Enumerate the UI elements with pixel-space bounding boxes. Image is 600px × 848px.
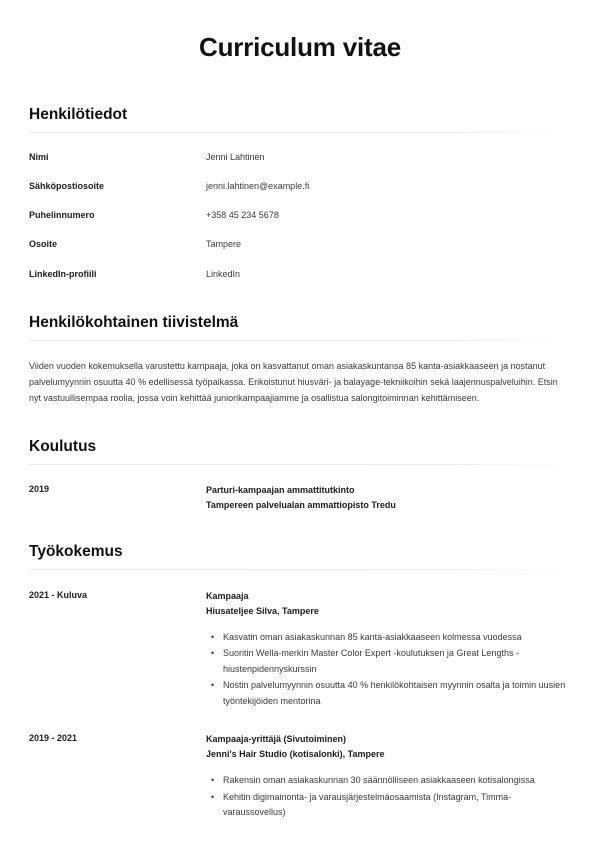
personal-detail-value: Tampere xyxy=(206,239,242,250)
section-work-experience xyxy=(29,542,571,822)
section-divider xyxy=(29,132,571,133)
work-entry-details xyxy=(206,732,571,822)
section-heading-personal-details: Henkilötiedot xyxy=(29,106,128,124)
personal-detail-row xyxy=(29,209,571,222)
work-entry-role: Kampaaja xyxy=(206,590,249,601)
list-item: • Nostin palvelumyynnin osuutta 40 % henkilökohtaisen myynnin osalta ja toimin uusien työntekijöiden mentorina xyxy=(223,678,571,709)
list-item: • Kehitin digimainonta- ja varausjärjestelmäosaamista (Instagram, Timma-varaussovellus) xyxy=(223,790,571,821)
list-item: • Kasvatin oman asiakaskunnan 85 kanta-asiakkaaseen kolmessa vuodessa xyxy=(223,630,571,646)
personal-summary-text: Viiden vuoden kokemuksella varustettu kampaaja, joka on kasvattanut oman asiakaskuntansa 85 kanta-asiakkaaseen ja nostanut palvelumyynnin osuutta 40 % edellisessä työpaikassa. Erikoistunut hiusväri- ja balayage-tekniikoihin sekä laajennuspalveluihin. Etsin nyt vastuullisempaa roolia, jossa voin kehittää juniorikampaajiamme ja osallistua salongitoiminnan kehittämiseen. xyxy=(29,360,558,403)
section-divider xyxy=(29,340,571,341)
section-divider xyxy=(29,569,571,570)
personal-detail-label: Sähköpostiosoite xyxy=(29,181,105,192)
work-entry-achievements xyxy=(206,630,571,710)
section-heading-education: Koulutus xyxy=(29,437,97,455)
education-entry-institution: Tampereen palvelualan ammattiopisto Tredu xyxy=(206,499,396,510)
personal-detail-row xyxy=(29,151,571,164)
section-divider xyxy=(29,464,571,465)
work-entry-employer: Jenni's Hair Studio (kotisalonki), Tampere xyxy=(206,749,385,760)
personal-detail-label: Nimi xyxy=(29,152,49,163)
education-entry-details xyxy=(206,483,571,513)
list-item: • Rakensin oman asiakaskunnan 30 säännölliseen asiakkaaseen kotisalongissa xyxy=(223,773,571,789)
personal-detail-row xyxy=(29,180,571,193)
personal-details-list xyxy=(29,151,571,280)
section-heading-personal-summary: Henkilökohtainen tiivistelmä xyxy=(29,313,239,331)
section-personal-summary xyxy=(29,313,571,406)
personal-detail-value: Jenni Lahtinen xyxy=(206,152,265,163)
section-personal-details xyxy=(29,105,571,280)
personal-detail-value: +358 45 234 5678 xyxy=(206,210,279,221)
personal-detail-label: LinkedIn-profiili xyxy=(29,268,97,279)
work-entry-date: 2021 - Kuluva xyxy=(29,589,88,600)
personal-detail-row xyxy=(29,268,571,281)
personal-detail-value: jenni.lahtinen@example.fi xyxy=(206,181,310,192)
personal-detail-label: Osoite xyxy=(29,239,58,250)
work-entry xyxy=(29,732,571,822)
work-entry xyxy=(29,589,571,711)
education-entry-degree: Parturi-kampaajan ammattitutkinto xyxy=(206,484,355,495)
personal-detail-row xyxy=(29,238,571,251)
section-education xyxy=(29,437,571,513)
work-entry-employer: Hiusateljee Silva, Tampere xyxy=(206,605,319,616)
page-title: Curriculum vitae xyxy=(199,32,401,62)
education-entry xyxy=(29,483,571,513)
education-entry-date: 2019 xyxy=(29,483,50,494)
work-entry-date: 2019 - 2021 xyxy=(29,733,78,744)
work-entry-details xyxy=(206,589,571,711)
linkedin-profile-value[interactable]: LinkedIn xyxy=(206,268,241,279)
work-entry-role: Kampaaja-yrittäjä (Sivutoiminen) xyxy=(206,734,347,745)
section-heading-work-experience: Työkokemus xyxy=(29,542,123,560)
work-entry-achievements xyxy=(206,773,571,821)
list-item: • Suoritin Wella-merkin Master Color Expert -koulutuksen ja Great Lengths -hiustenpidennyskurssin xyxy=(223,646,571,677)
personal-detail-label: Puhelinnumero xyxy=(29,210,95,221)
